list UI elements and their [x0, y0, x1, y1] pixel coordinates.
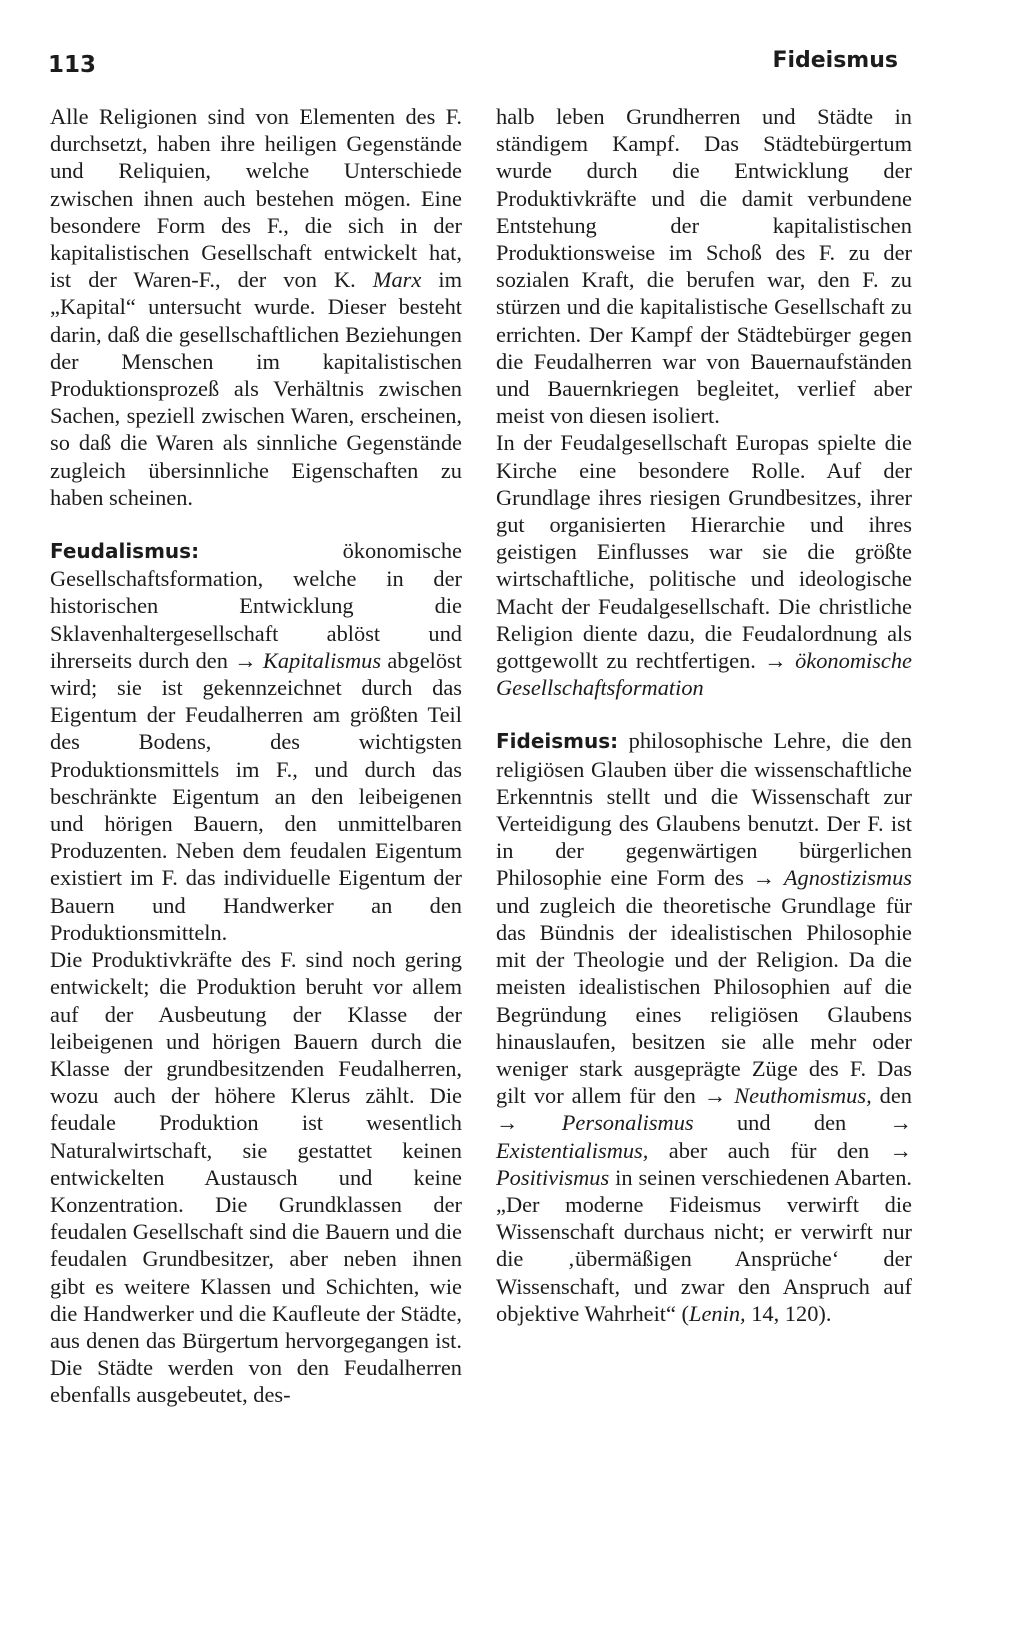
- paragraph-continuation: halb leben Grundherren und Städte in ständigem Kampf. Das Städtebürgertum wurde durch die Entwicklung der Produktivkräfte und die damit verbundene Entstehung der kapitalistischen Produktionsweise im Schoß des F. zu der sozialen Kraft, die berufen war, den F. zu stürzen und die kapitalistische Gesellschaft zu errichten. Der Kampf der Städtebürger gegen die Feudalherren war von Bauernaufständen und Bauernkriegen begleitet, verlief aber meist von diesen isoliert.: [496, 104, 912, 429]
- text-run: ökonomische Gesellschaftsformation, welche in der historischen Entwicklung die Sklavenhaltergesellschaft ablöst und ihrerseits durch den: [50, 538, 462, 673]
- right-column: [496, 103, 912, 1327]
- text-run: im „Kapital“ untersucht wurde. Dieser besteht darin, daß die gesellschaftlichen Beziehungen der Menschen im kapitalistischen Produktionsprozeß als Verhältnis zwischen Sachen, speziell zwischen Waren, erscheinen, so daß die Waren als sinnliche Gegenstände zugleich übersinnliche Eigenschaften zu haben scheinen.: [50, 267, 462, 510]
- text-run: den: [871, 1083, 912, 1109]
- text-run: und den: [693, 1110, 890, 1136]
- cross-reference-arrow-icon: →: [889, 1110, 912, 1136]
- cross-reference[interactable]: Kapitalismus: [262, 647, 382, 673]
- cross-reference[interactable]: Existentialismus,: [496, 1137, 649, 1163]
- cross-reference-arrow-icon: →: [703, 1083, 727, 1109]
- text-run: aber auch für den: [648, 1137, 890, 1163]
- author-initial: K.: [333, 267, 356, 293]
- entry-fideismus: [496, 727, 912, 1326]
- cross-reference[interactable]: Personalismus: [561, 1110, 694, 1136]
- running-head: Fideismus: [772, 48, 898, 73]
- cross-reference[interactable]: Positivismus: [496, 1164, 610, 1190]
- cross-reference[interactable]: ökonomische Gesellschaftsformation: [496, 648, 912, 701]
- entry-feudalismus: [50, 537, 462, 946]
- paragraph-continuation: [50, 103, 462, 511]
- text-run: In der Feudalgesellschaft Europas spielte die Kirche eine besondere Rolle. Auf der Grundlage ihres riesigen Grundbesitzes, ihrer gut organisierten Hierarchie und ihres geistigen Einflusses war sie die größte wirtschaftliche, politische und ideologische Macht der Feudalgesellschaft. Die christliche Religion diente dazu, die Feudalordnung als gottgewollt zu rechtfertigen.: [496, 430, 912, 674]
- text-run: abgelöst wird; sie ist gekennzeichnet durch das Eigentum der Feudalherren am größten Teil des Bodens, des wichtigsten Produktionsmittels im F., und durch das beschränkte Eigentum an den leibeigenen und hörigen Bauern, den unmittelbaren Produzenten. Neben dem feudalen Eigentum existiert im F. das individuelle Eigentum der Bauern und Handwerker an den Produktionsmitteln.: [50, 647, 462, 945]
- paragraph: [496, 429, 912, 701]
- cross-reference-arrow-icon: →: [234, 647, 257, 673]
- text-run: in seinen verschiedenen Abarten. „Der moderne Fideismus verwirft die Wissenschaft durchaus nicht; er verwirft nur die ‚übermäßigen Ansprüche‘ der Wissenschaft, und zwar den Anspruch auf objektive Wahrheit“ (: [496, 1164, 912, 1326]
- text-run: 14, 120).: [745, 1300, 832, 1326]
- paragraph: Die Produktivkräfte des F. sind noch gering entwickelt; die Produktion beruht vor allem auf der Ausbeutung der Klasse der leibeigenen und hörigen Bauern durch die Klasse der grundbesitzenden Feudalherren, wozu auch der höhere Klerus zählt. Die feudale Produktion ist wesentlich Naturalwirtschaft, sie gestattet keinen entwickelten Austausch und keine Konzentration. Die Grundklassen der feudalen Gesellschaft sind die Bauern und die feudalen Grundbesitzer, aber neben ihnen gibt es weitere Klassen und Schichten, wie die Handwerker und die Kaufleute der Städte, aus denen das Bürgertum hervorgegangen ist. Die Städte werden von den Feudalherren ebenfalls ausgebeutet, des-: [50, 947, 462, 1408]
- cross-reference[interactable]: Neuthomismus,: [734, 1083, 872, 1109]
- author-name: Marx: [372, 267, 422, 293]
- page-number: 113: [48, 52, 97, 78]
- author-name: Lenin,: [689, 1300, 746, 1326]
- cross-reference-arrow-icon: →: [889, 1137, 912, 1163]
- headword: Fideismus:: [496, 729, 619, 754]
- cross-reference-arrow-icon: →: [496, 1110, 519, 1136]
- left-column: [50, 103, 462, 1409]
- cross-reference-arrow-icon: →: [752, 865, 776, 891]
- text-run: und zugleich die theoretische Grundlage für das Bündnis der idealistischen Philosophie mit der Theologie und der Religion. Da die meisten idealistischen Philosophien auf die Begründung eines religiösen Glaubens hinauslaufen, besitzen sie alle mehr oder weniger stark ausgeprägte Züge des F. Das gilt vor allem für den: [496, 892, 912, 1109]
- headword: Feudalismus:: [50, 539, 200, 564]
- cross-reference-arrow-icon: →: [764, 648, 787, 674]
- cross-reference[interactable]: Agnostizismus: [783, 865, 912, 891]
- text-run: philosophische Lehre, die den religiösen Glauben über die wissenschaftliche Erkenntnis stellt und die Wissenschaft zur Verteidigung des Glaubens benutzt. Der F. ist in der gegenwärtigen bürgerlichen Philosophie eine Form des: [496, 728, 912, 891]
- text-run: Alle Religionen sind von Elementen des F. durchsetzt, haben ihre heiligen Gegenstände und Reliquien, welche Unterschiede zwischen ihnen auch bestehen mögen. Eine besondere Form des F., die sich in der kapitalistischen Gesellschaft entwickelt hat, ist der Waren-F., der von: [50, 104, 462, 293]
